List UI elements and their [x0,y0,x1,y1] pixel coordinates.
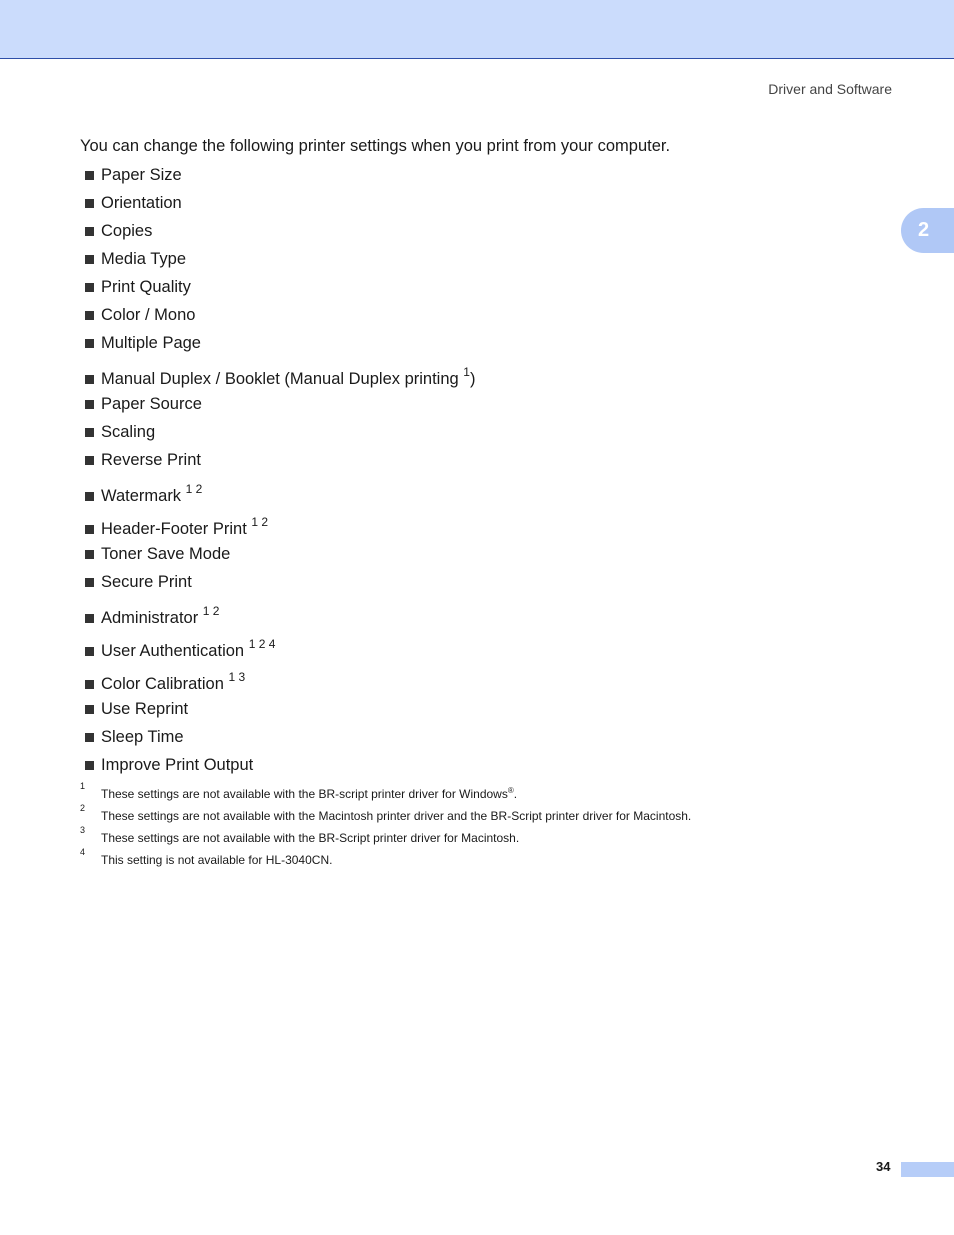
registered-mark: ® [507,786,514,795]
bullet-square-icon [85,199,94,208]
chapter-tab: 2 [901,208,954,253]
footnote-tail: . [513,787,518,801]
setting-label: Copies [101,222,153,240]
setting-label: Sleep Time [101,728,184,746]
setting-label: Paper Source [101,395,202,413]
bullet-square-icon [85,525,94,534]
footnote-body: This setting is not available for HL-3040CN. [101,853,333,867]
setting-label: Secure Print [101,573,192,591]
header-band [0,0,954,59]
page-number-bar [901,1162,954,1177]
footnote-number: 1 [80,781,86,791]
footnote-reference: 1 2 [251,514,269,529]
setting-item [85,476,475,509]
running-head: Driver and Software [768,81,892,97]
setting-label: Reverse Print [101,451,201,469]
footnotes [80,781,692,872]
footnote-text [101,806,691,823]
setting-label: Multiple Page [101,334,201,352]
setting-suffix: ) [469,370,476,388]
bullet-square-icon [85,227,94,236]
bullet-square-icon [85,311,94,320]
setting-label: Orientation [101,194,182,212]
bullet-square-icon [85,456,94,465]
setting-item [85,247,475,275]
setting-item [85,631,475,664]
setting-label: Color / Mono [101,306,196,324]
setting-item [85,725,475,753]
bullet-square-icon [85,400,94,409]
setting-item [85,598,475,631]
setting-label: Print Quality [101,278,191,296]
bullet-square-icon [85,680,94,689]
footnote-reference: 1 2 [202,603,220,618]
footnote-number: 3 [80,825,86,835]
setting-label: Media Type [101,250,186,268]
footnote [80,825,691,850]
setting-label: Toner Save Mode [101,545,231,563]
bullet-square-icon [85,339,94,348]
setting-label: Use Reprint [101,700,189,718]
setting-label: Improve Print Output [101,756,254,774]
footnote-body: These settings are not available with the BR-Script printer driver for Macintosh. [101,831,520,845]
setting-item [85,163,475,191]
footnote-text [101,850,332,867]
setting-item [85,275,475,303]
bullet-square-icon [85,761,94,770]
bullet-square-icon [85,255,94,264]
setting-item [85,359,475,392]
footnote-reference: 1 2 4 [248,636,276,651]
setting-item [85,697,475,725]
footnote-text [101,828,519,845]
setting-item [85,303,475,331]
setting-item [85,191,475,219]
settings-list [85,163,475,781]
bullet-square-icon [85,578,94,587]
footnote-number: 2 [80,803,86,813]
footnote [80,803,692,828]
setting-item [85,219,475,247]
setting-item [85,753,475,781]
bullet-square-icon [85,428,94,437]
setting-item [85,420,475,448]
setting-label: Scaling [101,423,156,441]
bullet-square-icon [85,283,94,292]
setting-item [85,448,475,476]
footnote-body: These settings are not available with the BR-script printer driver for Windows [101,787,508,801]
footnote-reference: 1 [463,364,470,379]
setting-label: User Authentication [101,642,245,660]
footnote [80,781,691,806]
setting-item [85,664,475,697]
intro-text: You can change the following printer settings when you print from your computer. [80,137,671,155]
footnote [80,847,691,872]
bullet-square-icon [85,550,94,559]
bullet-square-icon [85,492,94,501]
setting-item [85,570,475,598]
footnote-body: These settings are not available with the Macintosh printer driver and the BR-Script printer driver for Macintosh. [101,809,692,823]
page-number: 34 [876,1159,891,1174]
setting-label: Color Calibration [101,675,224,693]
setting-item [85,392,475,420]
footnote-text [101,784,517,801]
setting-item [85,542,475,570]
bullet-square-icon [85,647,94,656]
footnote-reference: 1 2 [185,481,203,496]
setting-item [85,509,475,542]
setting-label: Paper Size [101,166,182,184]
bullet-square-icon [85,375,94,384]
setting-label: Header-Footer Print [101,520,247,538]
footnote-reference: 1 3 [228,669,246,684]
bullet-square-icon [85,733,94,742]
footnote-number: 4 [80,847,86,857]
bullet-square-icon [85,614,94,623]
setting-item [85,331,475,359]
bullet-square-icon [85,705,94,714]
setting-label: Administrator [101,609,199,627]
setting-label: Manual Duplex / Booklet (Manual Duplex printing [101,370,459,388]
bullet-square-icon [85,171,94,180]
setting-label: Watermark [101,487,182,505]
